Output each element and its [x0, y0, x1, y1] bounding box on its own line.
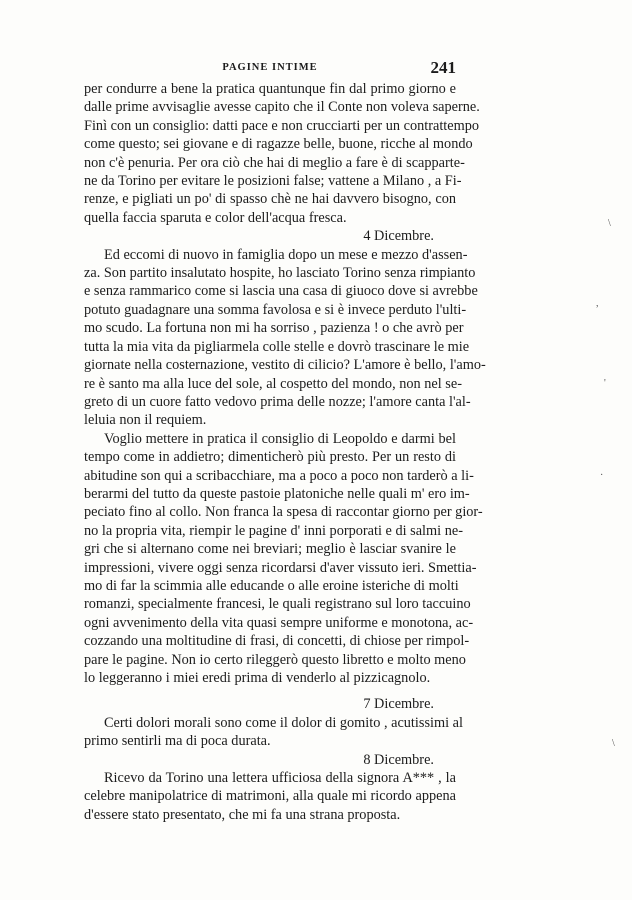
text-line: peciato fino al collo. Non franca la spesa di raccontar giorno per gior-	[84, 504, 483, 521]
text-line: cozzando una moltitudine di frasi, di concetti, di chiose per rimpol-	[84, 633, 470, 650]
text-line: renze, e pigliati un po' di spasso chè ne hai davvero bisogno, con	[84, 191, 456, 208]
text-line: greto di un cuore fatto vedovo prima delle nozze; l'amore canta l'al-	[84, 393, 471, 410]
text-line: pare le pagine. Non io certo rileggerò questo libretto e molto meno	[84, 651, 466, 668]
page-header	[84, 58, 456, 82]
running-title: PAGINE INTIME	[222, 62, 318, 73]
text-line: quella faccia sparuta e color dell'acqua fresca.	[84, 209, 347, 226]
text-line: Ricevo da Torino una lettera ufficiosa della signora A*** , la	[104, 770, 456, 787]
text-line: celebre manipolatrice di matrimoni, alla quale mi ricordo appena	[84, 788, 456, 805]
text-line: ne da Torino per evitare le posizioni false; vattene a Milano , a Fi-	[84, 173, 462, 190]
margin-mark: '	[604, 378, 606, 389]
text-line: romanzi, specialmente francesi, le quali registrano sul loro taccuino	[84, 596, 471, 613]
margin-mark: \	[608, 218, 611, 229]
text-line: dalle prime avvisaglie avesse capito che il Conte non voleva saperne.	[84, 99, 480, 116]
text-line: Voglio mettere in pratica il consiglio di Leopoldo e darmi bel	[104, 430, 456, 447]
text-line: za. Son partito insalutato hospite, ho lasciato Torino senza rimpianto	[84, 265, 476, 282]
text-line: Ed eccomi di nuovo in famiglia dopo un mese e mezzo d'assen-	[104, 246, 468, 263]
text-line: tempo come in addietro; dimenticherò più presto. Per un resto di	[84, 449, 456, 466]
text-line: ogni avvenimento della vita quasi sempre uniforme e monotona, ac-	[84, 614, 474, 631]
text-line: impressioni, vivere oggi senza ricordarsi d'aver vissuto ieri. Smettia-	[84, 559, 477, 576]
date-heading: 7 Dicembre.	[363, 696, 434, 713]
text-line: d'essere stato presentato, che mi fa una strana proposta.	[84, 806, 401, 823]
date-heading: 8 Dicembre.	[363, 751, 434, 768]
body-text	[84, 80, 486, 824]
margin-mark: ·	[600, 470, 604, 481]
text-line: berarmi del tutto da queste pastoie platoniche nelle quali m' ero im-	[84, 485, 470, 502]
margin-mark: ,	[596, 298, 599, 309]
text-line: gri che si alternano come nei breviari; meglio è lasciar svanire le	[84, 541, 456, 558]
text-line: primo sentirli ma di poca durata.	[84, 733, 271, 750]
text-line: mo di far la scimmia alle educande o alle eroine isteriche di molti	[84, 577, 459, 594]
text-line: come questo; sei giovane e di ragazze belle, buone, ricche al mondo	[84, 136, 473, 153]
text-line: per condurre a bene la pratica quantunque fin dal primo giorno e	[84, 81, 456, 97]
text-line: tutta la mia vita da pigliarmela colle stelle e dovrò trascinare le mie	[84, 338, 470, 355]
margin-mark: \	[612, 738, 615, 749]
text-line: mo scudo. La fortuna non mi ha sorriso , pazienza ! o che avrò per	[84, 320, 464, 337]
text-line: re è santo ma alla luce del sole, al cospetto del mondo, non nel se-	[84, 375, 462, 392]
page-number: 241	[430, 58, 456, 77]
text-line: no la propria vita, riempir le pagine d' inni porporati e di salmi ne-	[84, 522, 463, 539]
text-line: abitudine son qui a scribacchiare, ma a poco a poco non tarderò a li-	[84, 467, 474, 484]
text-line: giornate nella costernazione, vestito di cilicio? L'amore è bello, l'amo-	[84, 357, 486, 374]
text-line: non c'è penuria. Per ora ciò che hai di meglio a fare è di scapparte-	[84, 154, 465, 171]
text-line: Certi dolori morali sono come il dolor di gomito , acutissimi al	[104, 714, 463, 731]
text-line: lo leggeranno i miei eredi prima di venderlo al pizzicagnolo.	[84, 670, 431, 686]
text-line: potuto guadagnare una somma favolosa e si è invece perduto l'ulti-	[84, 301, 467, 318]
date-heading: 4 Dicembre.	[363, 228, 434, 245]
text-line: e senza rammarico come si lascia una casa di giuoco dove si avrebbe	[84, 283, 478, 300]
text-line: Finì con un consiglio: datti pace e non crucciarti per un contrattempo	[84, 117, 480, 134]
text-line: leluia non il requiem.	[84, 412, 207, 429]
